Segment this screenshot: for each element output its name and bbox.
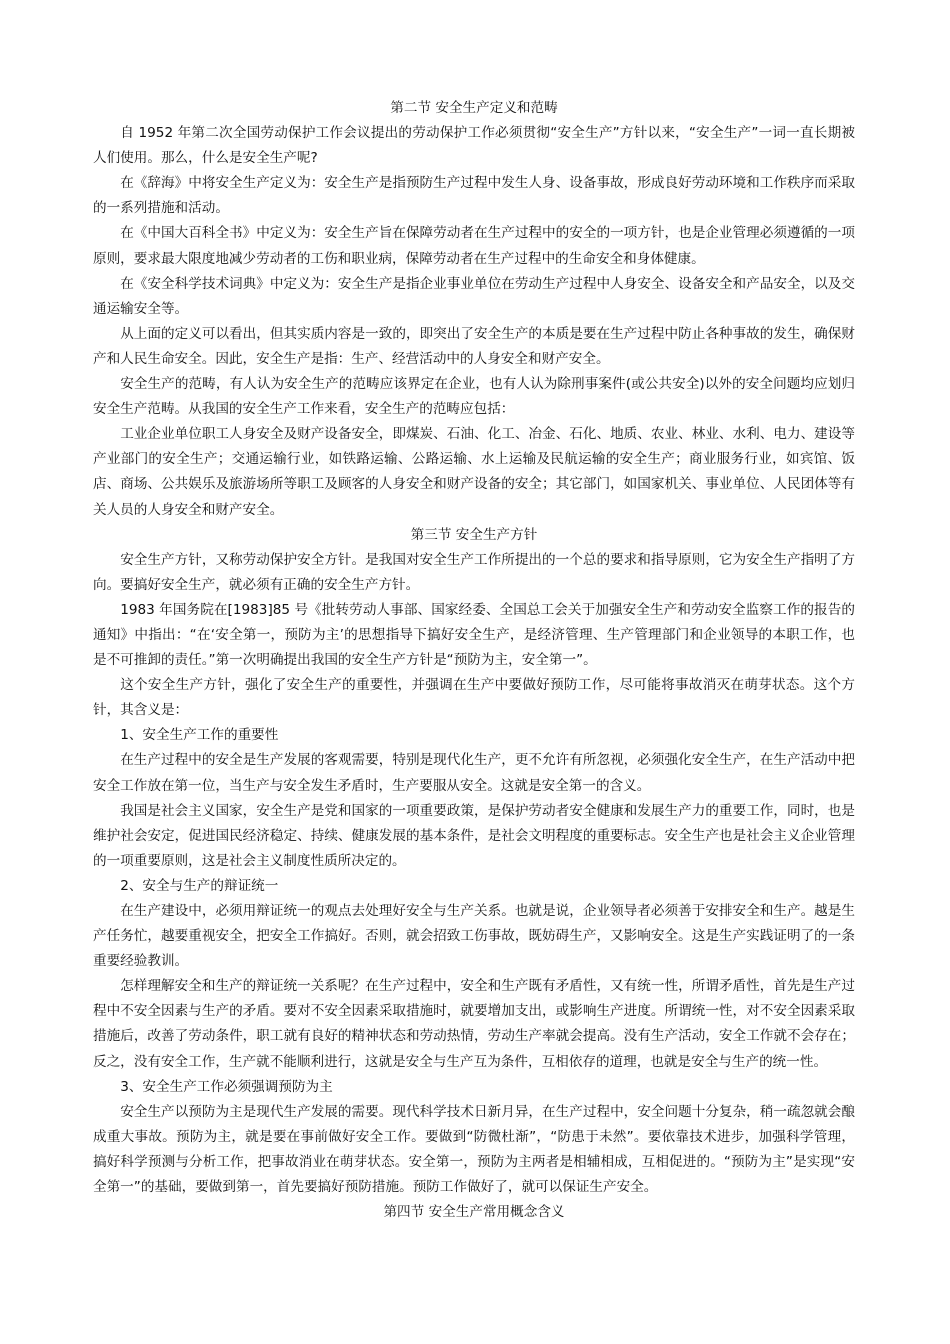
subsection-title: 3、安全生产工作必须强调预防为主 xyxy=(120,1078,333,1095)
paragraph: 从上面的定义可以看出，但其实质内容是一致的，即突出了安全生产的本质是要在生产过程中防止各种事故的发生，确保财产和人民生命安全。因此，安全生产是指：生产、经营活动中的人身安全和财产安全。 xyxy=(93,325,855,367)
paragraph: 安全生产的范畴，有人认为安全生产的范畴应该界定在企业，也有人认为除刑事案件(或公共安全)以外的安全问题均应划归安全生产范畴。从我国的安全生产工作来看，安全生产的范畴应包括： xyxy=(93,376,855,418)
subsection-title: 2、安全与生产的辩证统一 xyxy=(120,877,279,894)
paragraph: 这个安全生产方针，强化了安全生产的重要性，并强调在生产中要做好预防工作，尽可能将事故消灭在萌芽状态。这个方针，其含义是： xyxy=(93,677,855,719)
paragraph: 自 1952 年第二次全国劳动保护工作会议提出的劳动保护工作必须贯彻“安全生产”方针以来，“安全生产”一词一直长期被人们使用。那么，什么是安全生产呢? xyxy=(93,125,855,167)
section-heading-3: 第三节 安全生产方针 xyxy=(410,526,538,543)
paragraph: 在《安全科学技术词典》中定义为：安全生产是指企业事业单位在劳动生产过程中人身安全、设备安全和产品安全，以及交通运输安全等。 xyxy=(93,275,855,317)
document-page xyxy=(93,96,855,1225)
paragraph: 安全生产以预防为主是现代生产发展的需要。现代科学技术日新月异，在生产过程中，安全问题十分复杂，稍一疏忽就会酿成重大事故。预防为主，就是要在事前做好安全工作。要做到“防微杜渐”，“防患于未然”。要依靠技术进步，加强科学管理，搞好科学预测与分析工作，把事故消业在萌芽状态。安全第一，预防为主两者是相辅相成，互相促进的。“预防为主”是实现“安全第一”的基础，要做到第一，首先要搞好预防措施。预防工作做好了，就可以保证生产安全。 xyxy=(93,1103,855,1196)
paragraph: 我国是社会主义国家，安全生产是党和国家的一项重要政策，是保护劳动者安全健康和发展生产力的重要工作，同时，也是维护社会安定，促进国民经济稳定、持续、健康发展的基本条件，是社会文明程度的重要标志。安全生产也是社会主义企业管理的一项重要原则，这是社会主义制度性质所决定的。 xyxy=(93,802,855,869)
paragraph: 1983 年国务院在[1983]85 号《批转劳动人事部、国家经委、全国总工会关于加强安全生产和劳动安全监察工作的报告的通知》中指出：“在‘安全第一，预防为主’的思想指导下搞好安全生产，是经济管理、生产管理部门和企业领导的本职工作，也是不可推卸的责任。”第一次明确提出我国的安全生产方针是“预防为主，安全第一”。 xyxy=(93,601,855,669)
section-heading-4: 第四节 安全生产常用概念含义 xyxy=(383,1204,565,1221)
paragraph: 在生产建设中，必须用辩证统一的观点去处理好安全与生产关系。也就是说，企业领导者必须善于安排安全和生产。越是生产任务忙，越要重视安全，把安全工作搞好。否则，就会招致工伤事故，既妨碍生产，又影响安全。这是生产实践证明了的一条重要经验教训。 xyxy=(93,903,855,970)
paragraph: 在《辞海》中将安全生产定义为：安全生产是指预防生产过程中发生人身、设备事故，形成良好劳动环境和工作秩序而采取的一系列措施和活动。 xyxy=(93,175,855,217)
subsection-title: 1、安全生产工作的重要性 xyxy=(120,727,279,744)
paragraph: 在生产过程中的安全是生产发展的客观需要，特别是现代化生产，更不允许有所忽视，必须强化安全生产，在生产活动中把安全工作放在第一位，当生产与安全发生矛盾时，生产要服从安全。这就是安全第一的含义。 xyxy=(93,752,855,794)
paragraph: 安全生产方针，又称劳动保护安全方针。是我国对安全生产工作所提出的一个总的要求和指导原则，它为安全生产指明了方向。要搞好安全生产，就必须有正确的安全生产方针。 xyxy=(93,551,855,593)
section-heading-2: 第二节 安全生产定义和范畴 xyxy=(390,100,558,116)
paragraph: 怎样理解安全和生产的辩证统一关系呢？在生产过程中，安全和生产既有矛盾性，又有统一性，所谓矛盾性，首先是生产过程中不安全因素与生产的矛盾。要对不安全因素采取措施时，就要增加支出，或影响生产进度。所谓统一性，对不安全因素采取措施后，改善了劳动条件，职工就有良好的精神状态和劳动热情，劳动生产率就会提高。没有生产活动，安全工作就不会存在；反之，没有安全工作，生产就不能顺利进行，这就是安全与生产互为条件，互相依存的道理，也就是安全与生产的统一性。 xyxy=(93,978,855,1070)
paragraph: 在《中国大百科全书》中定义为：安全生产旨在保障劳动者在生产过程中的安全的一项方针，也是企业管理必须遵循的一项原则，要求最大限度地减少劳动者的工伤和职业病，保障劳动者在生产过程中的生命安全和身体健康。 xyxy=(93,225,855,267)
paragraph: 工业企业单位职工人身安全及财产设备安全，即煤炭、石油、化工、冶金、石化、地质、农业、林业、水利、电力、建设等产业部门的安全生产；交通运输行业，如铁路运输、公路运输、水上运输及民航运输的安全生产；商业服务行业，如宾馆、饭店、商场、公共娱乐及旅游场所等职工及顾客的人身安全和财产设备的安全；其它部门，如国家机关、事业单位、人民团体等有关人员的人身安全和财产安全。 xyxy=(93,426,855,518)
